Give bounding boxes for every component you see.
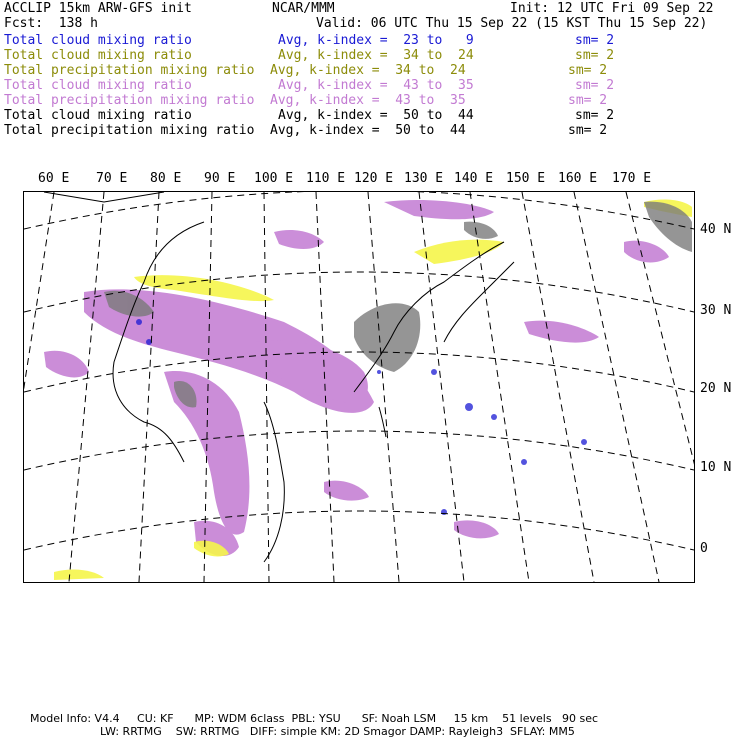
lon-label: 160 E xyxy=(558,171,598,186)
field-avg: Avg, k-index = 50 to 44 xyxy=(278,108,474,123)
field-sm: sm= 2 xyxy=(575,33,615,48)
field-sm: sm= 2 xyxy=(568,63,608,78)
lon-label: 120 E xyxy=(354,171,394,186)
lon-label: 140 E xyxy=(454,171,494,186)
lon-label: 80 E xyxy=(150,171,182,186)
upper-cloud-field xyxy=(44,200,669,556)
field-sm: sm= 2 xyxy=(575,48,615,63)
physics-info: LW: RRTMG SW: RRTMG DIFF: simple KM: 2D Smagor DAMP: Rayleigh3 SFLAY: MM5 xyxy=(100,725,575,738)
valid-time: Valid: 06 UTC Thu 15 Sep 22 (15 KST Thu 15 Sep 22) xyxy=(316,16,708,31)
lon-label: 60 E xyxy=(38,171,70,186)
forecast-hour: Fcst: 138 h xyxy=(4,16,98,31)
map-frame xyxy=(23,191,695,583)
field-avg: Avg, k-index = 43 to 35 xyxy=(270,93,466,108)
field-name: Total cloud mixing ratio xyxy=(4,108,192,123)
field-name: Total precipitation mixing ratio xyxy=(4,63,255,78)
init-time: Init: 12 UTC Fri 09 Sep 22 xyxy=(510,1,714,16)
lat-label: 0 xyxy=(700,541,708,556)
field-avg: Avg, k-index = 23 to 9 xyxy=(278,33,474,48)
lon-label: 110 E xyxy=(306,171,346,186)
org-label: NCAR/MMM xyxy=(272,1,335,16)
field-avg: Avg, k-index = 43 to 35 xyxy=(278,78,474,93)
lat-label: 40 N xyxy=(700,222,732,237)
field-avg: Avg, k-index = 50 to 44 xyxy=(270,123,466,138)
lat-label: 20 N xyxy=(700,381,732,396)
map-canvas xyxy=(24,192,694,582)
lon-label: 170 E xyxy=(612,171,652,186)
model-title: ACCLIP 15km ARW-GFS init xyxy=(4,1,192,16)
lon-label: 130 E xyxy=(404,171,444,186)
lat-label: 10 N xyxy=(700,460,732,475)
field-name: Total precipitation mixing ratio xyxy=(4,123,255,138)
field-avg: Avg, k-index = 34 to 24 xyxy=(278,48,474,63)
field-sm: sm= 2 xyxy=(568,93,608,108)
field-name: Total cloud mixing ratio xyxy=(4,48,192,63)
field-name: Total cloud mixing ratio xyxy=(4,78,192,93)
field-sm: sm= 2 xyxy=(568,123,608,138)
model-info: Model Info: V4.4 CU: KF MP: WDM 6class PBL: YSU SF: Noah LSM 15 km 51 levels 90 sec xyxy=(30,712,599,725)
field-sm: sm= 2 xyxy=(575,108,615,123)
field-avg: Avg, k-index = 34 to 24 xyxy=(270,63,466,78)
lon-label: 90 E xyxy=(204,171,236,186)
field-sm: sm= 2 xyxy=(575,78,615,93)
lon-label: 100 E xyxy=(254,171,294,186)
field-name: Total precipitation mixing ratio xyxy=(4,93,255,108)
lon-label: 70 E xyxy=(96,171,128,186)
field-name: Total cloud mixing ratio xyxy=(4,33,192,48)
lat-label: 30 N xyxy=(700,303,732,318)
lon-label: 150 E xyxy=(506,171,546,186)
